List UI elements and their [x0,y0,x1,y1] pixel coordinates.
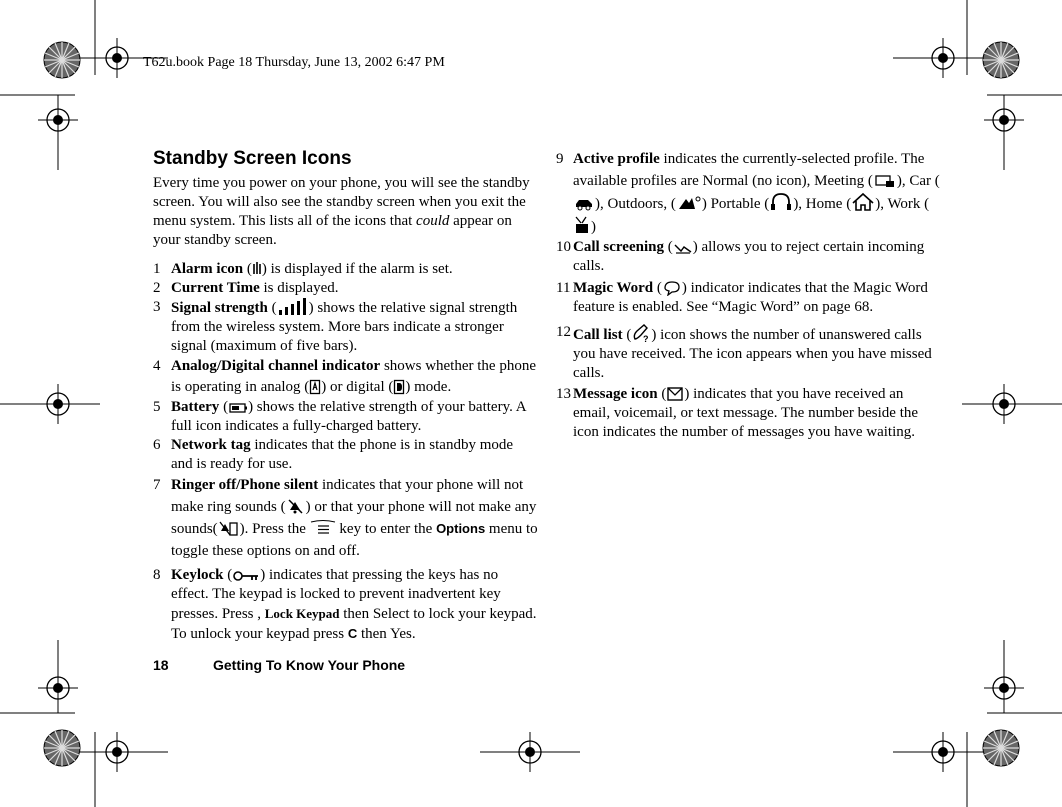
car-profile-icon [573,196,595,212]
work-profile-icon [573,215,591,235]
ringer-off-icon [286,497,306,515]
call-screening-icon [673,241,693,255]
phone-silent-icon [218,519,240,537]
list-item: 4 Analog/Digital channel indicator shows whether the phone is operating in analog ( ) or digital ( ) mode. [153,358,536,395]
list-item: 10 Call screening ( ) allows you to reject certain incoming calls. [556,239,925,274]
list-item: 8 Keylock ( ) indicates that pressing the keys has no effect. The keypad is locked to prevent inadvertent key presses. Press , Lock Keypad then Select to lock your keypad. To unlock your keypad press C then Yes. [153,567,537,642]
left-column [153,148,538,644]
section-title: Standby Screen Icons [153,148,352,169]
list-item: 1 Alarm icon ( ) is displayed if the alarm is set. [153,261,453,277]
list-item: 3 Signal strength ( ) shows the relative signal strength from the wireless system. More bars indicate a stronger signal (maximum of five bars). [153,299,518,354]
list-item: 6 Network tag indicates that the phone is in standby mode and is ready for use. [153,437,514,472]
signal-strength-icon [277,298,309,316]
icon-list-right [556,148,941,442]
portable-profile-icon [769,192,793,212]
message-icon [666,386,684,402]
chapter-title: Getting To Know Your Phone [213,657,406,673]
list-item: 2 Current Time is displayed. [153,280,339,296]
meeting-profile-icon [873,171,897,189]
home-profile-icon [851,192,875,212]
svg-text:?: ? [643,334,649,343]
page-number: 18 [153,657,169,673]
options-menu-label: Options [436,521,486,536]
right-column [556,148,941,442]
digital-mode-icon [393,379,405,395]
analog-mode-icon [309,379,321,395]
list-item: 7 Ringer off/Phone silent indicates that your phone will not make ring sounds ( ) or that your phone will not make any sounds( ). Press the key to enter the Options menu to toggle these options on and off. [153,477,538,559]
alarm-icon [252,261,262,277]
magic-word-icon [662,280,682,296]
page-footer [153,657,405,673]
outdoors-profile-icon [676,194,702,212]
lock-keypad-command: Lock Keypad [264,606,340,621]
book-stamp: T62u.book Page 18 Thursday, June 13, 2002 6:47 PM [143,55,445,70]
list-item: 11 Magic Word ( ) indicator indicates that the Magic Word feature is enabled. See “Magic Word” on page 68. [556,280,928,315]
list-item: 13 Message icon ( ) indicates that you have received an email, voicemail, or text message. The number beside the icon indicates the number of messages you have waiting. [556,386,919,440]
intro-paragraph: Every time you power on your phone, you will see the standby screen. You will also see the standby screen when you exit the menu system. This lists all of the icons that could appear on your standby screen. [153,175,530,248]
menu-key-icon [310,519,336,537]
call-list-icon [631,323,651,343]
keylock-icon [232,569,260,583]
c-key-label: C [347,626,358,641]
list-item: 5 Battery ( ) shows the relative strength of your battery. A full icon indicates a fully-charged battery. [153,399,526,434]
list-item: 12 Call list ( ? ) icon shows the number of unanswered calls you have received. The icon appears when you have missed calls. [556,324,932,381]
battery-icon [228,401,248,415]
icon-list-left [153,260,538,644]
list-item: 9 Active profile indicates the currently-selected profile. The available profiles are Normal (no icon), Meeting ( ), Car (), Outdoors, ( ) Portable ( ), Home ( ), Work () [556,151,940,235]
